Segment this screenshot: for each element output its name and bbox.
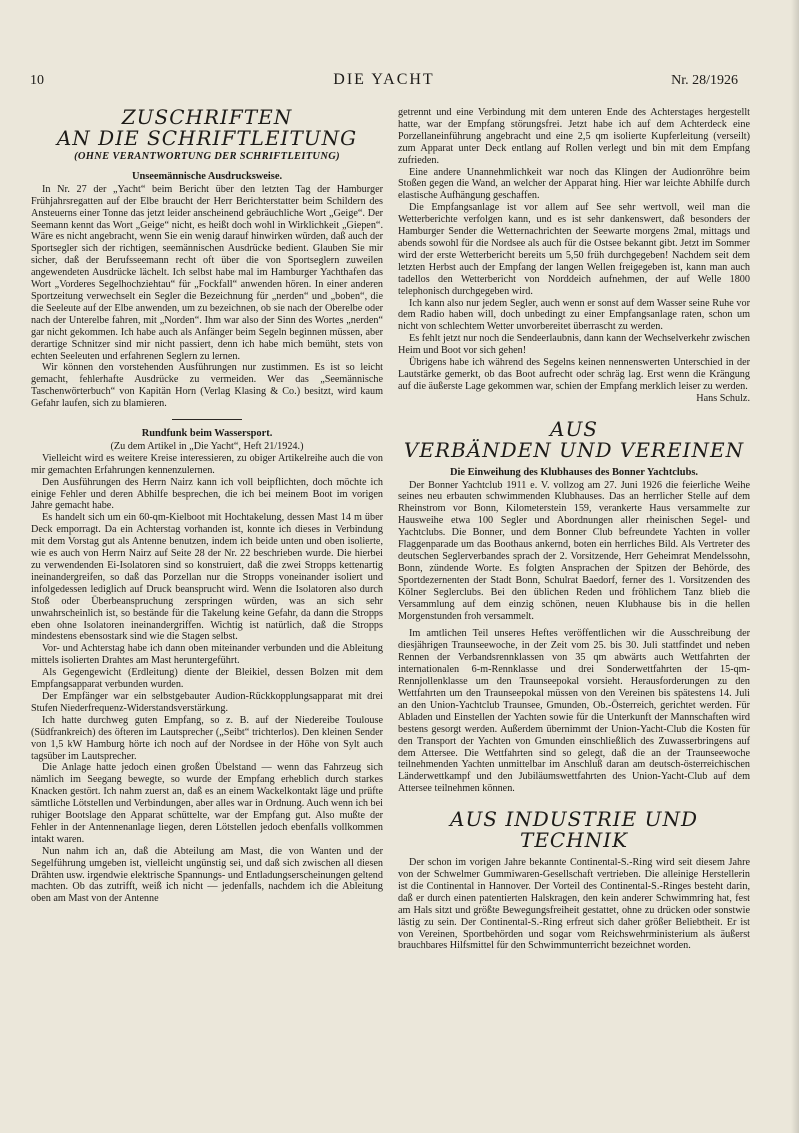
section-title-block [398, 809, 750, 851]
article-paragraph: Der schon im vorigen Jahre bekannte Continental-S.-Ring wird seit diesem Jahre von der Schwelmer Gummiwaren-Gesellschaft vertrieben. Die alleinige Herstellerin ist die Continental in Hannover. Der Vorteil des Continental-S.-Ringes besteht darin, daß er durch einen patentierten Halskragen, den kein anderer Schwimmring hat, fest am Hals sitzt und größte Bewegungsfreiheit gestattet, ohne zu drücken oder sonstwie lästig zu sein. Der Continental-S.-Ring erfreut sich daher größer Beliebtheit. Er ist von Vereinen, Sportbehörden und sogar vom Reichswehrministerium als äußerst brauchbares Hilfsmittel für den Schwimmunterricht bezeichnet worden. [398, 857, 750, 952]
section-title-line1: ZUSCHRIFTEN [121, 105, 293, 129]
article-paragraph: Als Gegengewicht (Erdleitung) diente der Bleikiel, dessen Bolzen mit dem Empfangsapparat verbunden wurden. [31, 667, 383, 691]
article-paragraph: Der Bonner Yachtclub 1911 e. V. vollzog am 27. Juni 1926 die feierliche Weihe seines neu erbauten schwimmenden Klubhauses. Das an herrlicher Stelle auf dem Rheinstrom vor Bonn, Kilometerstein 159, verankerte Haus versammelte zur Hausweihe etwa 100 Segler und Abordnungen aller rheinischen Segel- und Yachtclubs. Die Bonner, und dem Bonner Club befreundete Yachten in voller Flaggenparade um das Boothaus ankernd, boten ein herrliches Bild. Als Vertreter des deutschen Seglerverbandes sprach der 2. Vorsitzende, Herr Geheimrat Mendelssohn, Bonn, zündende Worte. Es folgten Ansprachen der Spitzen der Behörde, des Sportdezernenten der Stadt Bonn, Schulrat Baedorf, ferner des 1. Vorsitzenden des Kölner Seglerclubs. Bei den üblichen Reden und fröhlichem Tanz blieb die Versammlung auf dem einzig schönen, neuen Klubhause bis in die hellen Morgenstunden froh versammelt. [398, 479, 750, 622]
left-column [31, 107, 383, 905]
article-paragraph: Vor- und Achterstag habe ich dann oben miteinander verbunden und die Ableitung mittels isolierten Drahtes am Mast heruntergeführt. [31, 643, 383, 667]
article-paragraph: Übrigens habe ich während des Segelns keinen nennenswerten Unterschied in der Lautstärke gemerkt, ob das Boot aufrecht oder schräg lag. Erst wenn die Krängung auf die äußerste Lage gekommen war, schien der Empfang merklich leiser zu werden. [398, 357, 750, 392]
article-paragraph: Den Ausführungen des Herrn Nairz kann ich voll beipflichten, doch möchte ich einige Fehler und deren Abhilfe besprechen, die ich bei meinem Boot im vorigen Jahre gemacht habe. [31, 476, 383, 512]
article-paragraph: Wir können den vorstehenden Ausführungen nur zustimmen. Es ist so leicht gemacht, fehlerhafte Ausdrücke zu vermeiden. Wer das „Seemännische Taschenwörterbuch“ von Kapitän Horn (Verlag Klasing & Co.) besitzt, wird kaum Gefahr laufen, sich zu blamieren. [31, 362, 383, 410]
article-paragraph: Es fehlt jetzt nur noch die Sendeerlaubnis, dann kann der Wechselverkehr zwischen Heim und Boot vor sich gehen! [398, 333, 750, 357]
article-heading: Die Einweihung des Klubhauses des Bonner Yachtclubs. [450, 466, 698, 478]
section-title-line2: AN DIE SCHRIFTLEITUNG [56, 126, 358, 150]
magazine-title: DIE YACHT [333, 71, 435, 88]
article-note: (Zu dem Artikel in „Die Yacht“, Heft 21/1924.) [110, 440, 304, 452]
article-heading: Unseemännische Ausdrucksweise. [131, 170, 283, 182]
article-paragraph: Der Empfänger war ein selbstgebauter Audion-Rückkopplungsapparat mit drei Stufen Niederfrequenz-Widerstandsverstärkung. [31, 690, 383, 714]
page-number: 10 [30, 73, 44, 88]
article-paragraph: In Nr. 27 der „Yacht“ beim Bericht über den letzten Tag der Hamburger Frühjahrsregatten auf der Elbe braucht der Herr Berichterstatter beim Schildern des Ansteuerns einer Tonne das jetzt leider anscheinend gebräuchliche Wort „Geige“. Der Seemann kennt das Wort „Geige“ nicht, es heißt doch wohl in Wirklichkeit „Giepen“. Wäre es nicht angebracht, wenn Sie ein wenig darauf hinwirken würden, daß auch der Sportsegler sich der richtigen, seemännischen Ausdrücke bedient. Glauben Sie mir sicher, daß der Berufsseemann recht oft über die von Sportseglern zuweilen angewendeten Ausdrücke lächelt. Ich selbst habe mal im Hamburger Yachthafen das Wort „Vorderes Segelhochziehtau“ für „Fockfall“ anwenden hören. In einer anderen Sportzeitung verwechselt ein Segler die Bezeichnung für „nerden“ und „boben“, die die Seeleute auf der Elbe anwenden, um zu bezeichnen, ob sie nach der Oberelbe oder nach der Unterelbe fahren, mit „Norden“. Ihm war also der Sinn des Wortes „nerden“ gar nicht gekommen. Ich habe auch als Anfänger beim Segeln beginnen müssen, aber derartige Schnitzer sind mir nicht passiert, denn ich habe mich bemüht, stets von echten Seeleuten und erfahrenen Seglern zu lernen. [31, 183, 383, 362]
article-paragraph: getrennt und eine Verbindung mit dem unteren Ende des Achterstages hergestellt hatte, war der Empfang störungsfrei. Jetzt habe ich auf dem Achterdeck eine Porzellaneinführung angebracht und eine 2,5 qm isolierte Kupferleitung (verseilt) zum Apparat unter Deck entlang auf Rollen verlegt und bin mit dem Empfang zufrieden. [398, 107, 750, 166]
article-paragraph: Im amtlichen Teil unseres Heftes veröffentlichen wir die Ausschreibung der diesjährigen Traunseewoche, in der Zeit vom 25. bis 30. Juli stattfindet und neben Rennen der Verbandsrennklassen von 35 qm abwärts auch Wettfahrten der internationalen 6-m-Rennklasse und drei Sonderwettfahrten der 15-qm-Rennjollenklasse um den Traunseepokal vorsieht. Herausforderungen zu den Wettfahrten um den Traunseepokal müssen von den Vereinen bis spätestens 14. Juli an den Union-Yachtclub Traunsee, Gmunden, Ob.-Österreich, gerichtet werden. Für Abladen und Einstellen der Yachten sowie für die Unterkunft der Mannschaften wird bestens gesorgt werden. Außerdem übernimmt der Union-Yacht-Club die Kosten für den Transport der Yachten von Gmunden einschließlich des Zuwasserbringens auf dem Attersee. Die Wettfahrten sind so gelegt, daß die an der Traunseewoche teilnehmenden Yachten unmittelbar im Anschluß daran am deutsch-österreichischen Länderwettkampf und den Jubiläumswettfahrten des Union-Yacht-Club auf dem Attersee teilnehmen können. [398, 628, 750, 795]
section-subtitle: (OHNE VERANTWORTUNG DER SCHRIFTLEITUNG) [74, 151, 340, 162]
section-title-block [398, 416, 750, 462]
article-heading: Rundfunk beim Wassersport. [141, 428, 273, 440]
article-paragraph: Ich kann also nur jedem Segler, auch wenn er sonst auf dem Wasser seine Ruhe vor dem Radio haben will, doch unbedingt zu einer Empfangsanlage raten, schon um nicht von schlechtem Wetter unvorbereitet überrascht zu werden. [398, 297, 750, 333]
article-paragraph: Vielleicht wird es weitere Kreise interessieren, zu obiger Artikelreihe auch die von mir gemachten Erfahrungen kennenzulernen. [31, 452, 383, 476]
right-column [398, 107, 750, 952]
page-edge-shadow [791, 0, 799, 1133]
article-paragraph: Es handelt sich um ein 60-qm-Kielboot mit Hochtakelung, dessen Mast 14 m über Deck emporragt. Da ein Achterstag vorhanden ist, konnte ich dieses in Verbindung mit dem Vorstag gut als Antenne benutzen, indem ich beide unten und oben isolierte, wie es auch von Herrn Nairz auf Seite 28 der Nr. 22 beschrieben wurde. Die hierbei zu verwendenden Ei-Isolatoren sind so konstruiert, daß die zwei Stropps kettenartig ineinandergreifen, so daß das Porzellan nur die Stropps voneinander isoliert und infolgedessen lediglich auf Druck beansprucht wird. Wenn die Isolatoren also durch Stoß oder Überbeanspruchung zerspringen würden, was an sich sehr unwahrscheinlich ist, so bestände für die Takelung keine Gefahr, da dann die Stropps eben ohne Isolatoren ineinandergriffen. Wichtig ist natürlich, daß die Stropps mindestens ebensostark sind wie die Stagen selbst. [31, 512, 383, 643]
article-paragraph: Ich hatte durchweg guten Empfang, so z. B. auf der Niedereibe Toulouse (Südfrankreich) des öfteren im Lautsprecher („Seibt“ trichterlos). Den kleinen Sender von 1,5 kW Hamburg hörte ich noch auf der Nordsee in der Höhe von Sylt auch tagsüber im Lautsprecher. [31, 714, 383, 762]
article-paragraph: Eine andere Unannehmlichkeit war noch das Klingen der Audionröhre beim Stoßen gegen die Wand, an welcher der Apparat hing. Hier war leichte Abhilfe durch elastische Aufhängung geschaffen. [398, 166, 750, 202]
issue-number: Nr. 28/1926 [671, 73, 738, 88]
article-paragraph: Die Anlage hatte jedoch einen großen Übelstand — wenn das Fahrzeug sich nämlich im Seegang bewegte, so wurde der Empfang erheblich durch starkes Knacken gestört. Ich nahm zuerst an, daß es an einem Wackelkontakt läge und prüfte sämtliche Lötstellen und Verbindungen, aber alles war in Ordnung. Auch wenn ich bei ruhiger Bootslage den Apparat schüttelte, war der Empfang gut. Also mußte der Fehler in der Antennenanlage liegen, deren Lötstellen jedoch ebenfalls vollkommen intakt waren. [31, 762, 383, 845]
article-paragraph: Nun nahm ich an, daß die Abteilung am Mast, die von Wanten und der Segelführung umgeben ist, vielleicht ungünstig sei, und daß sich zwischen all diesen Drähten usw. irgendwie elektrische Spannungs- und Entladungserscheinungen geltend machten. Ob das zutrifft, weiß ich nicht — jedenfalls, nachdem ich die Ableitung oben am Mast von der Antenne [31, 845, 383, 905]
article-paragraph: Die Empfangsanlage ist vor allem auf See sehr wertvoll, weil man die Wetterberichte verfolgen kann, und es ist sehr dankenswert, daß besonders der Hamburger Sender die Wetternachrichten der Seewarte morgens 2mal, mittags und abends sowohl für die Nordsee als auch für die Ostsee bekannt gibt. Jetzt im Sommer wird der erste Wetterbericht bereits um 5,50 früh durchgegeben! Nachdem seit dem letzten Herbst auch der Empfang der langen Wellen freigegeben ist, kann man auch tadellos den Wetterbericht von Norddeich aufnehmen, der auf Welle 1800 telephonisch durchgegeben wird. [398, 202, 750, 297]
section-title-line2: VERBÄNDEN UND VEREINEN [403, 437, 745, 462]
author-signature: Hans Schulz. [696, 392, 750, 404]
section-title-line1: AUS [550, 416, 598, 441]
page-header [30, 71, 738, 91]
section-title: AUS INDUSTRIE UND TECHNIK [450, 807, 698, 853]
article-divider [172, 419, 242, 420]
